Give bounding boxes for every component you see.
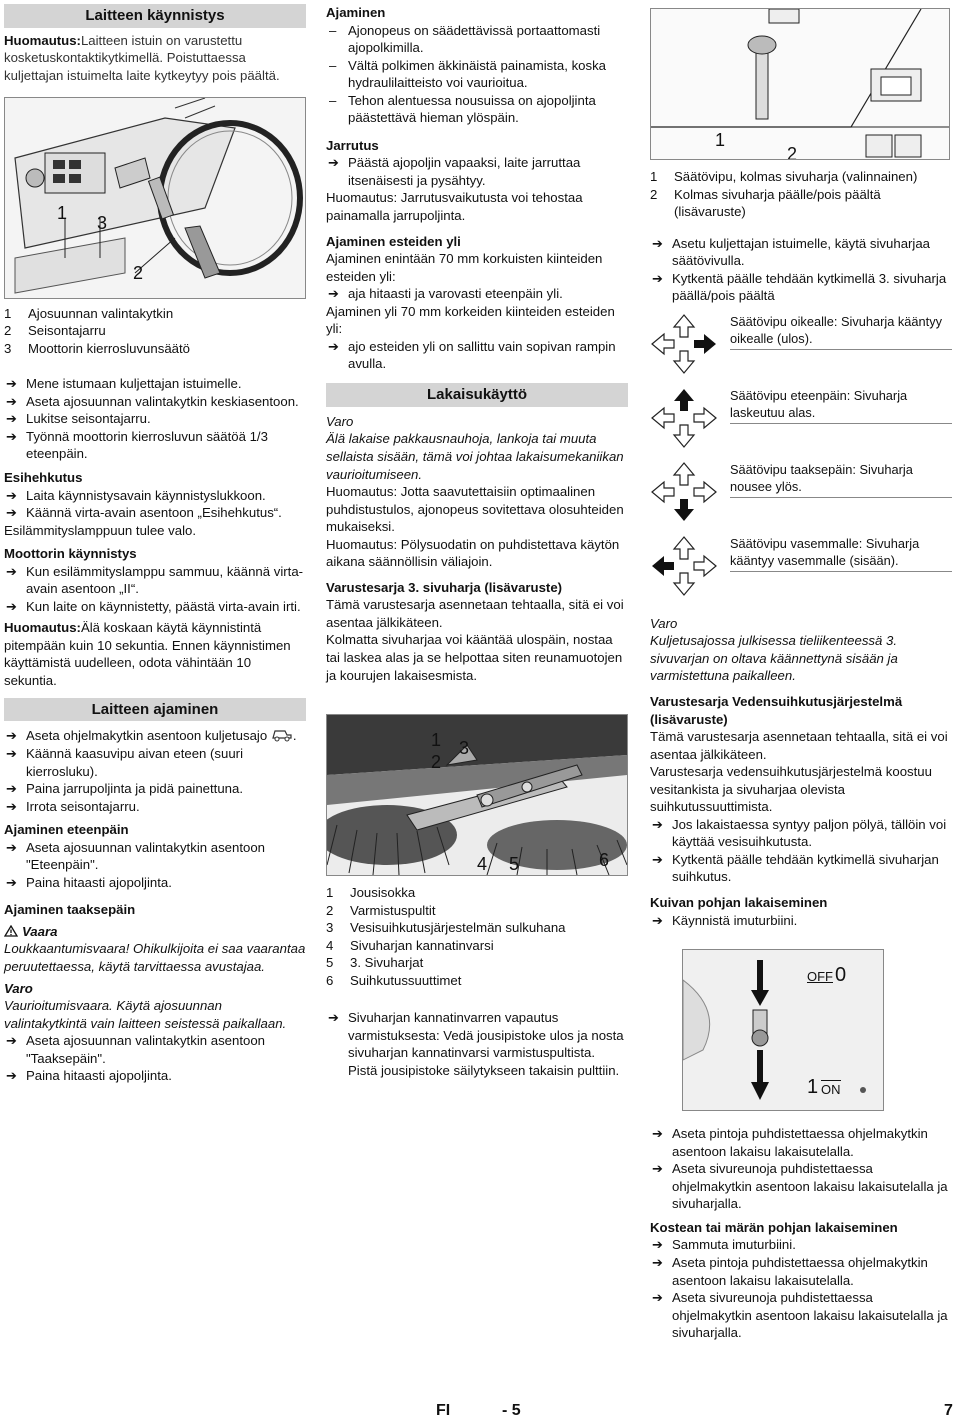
obstacles-text-1: Ajaminen enintään 70 mm korkuisten kiinteiden esteiden yli: — [326, 251, 603, 284]
release-text: Pistä jousipistoke säilytykseen takaisin pulttiin. — [348, 1063, 620, 1078]
step-item: ➔ Aseta pintoja puhdistettaessa ohjelmakytkin asentoon lakaisu lakaisutelalla. — [650, 1125, 952, 1160]
step-item: ➔ Lukitse seisontajarru. — [4, 410, 306, 428]
step-item: ➔ Käännä virta-avain asentoon „Esihehkutus“. — [4, 504, 306, 522]
dash-item: – Vältä polkimen äkkinäistä painamista, koska hydraulilaitteisto voi vaurioitua. — [326, 57, 628, 92]
lever-up-icon — [650, 387, 718, 449]
figure-callout-3: 3 — [459, 738, 470, 759]
step-item: ➔ Käännä kaasuvipu aivan eteen (suuri kierrosluku). — [4, 745, 306, 780]
lever-row-text: Säätövipu taaksepäin: Sivuharja nousee ylös. — [730, 461, 952, 499]
figure-legend-2 — [326, 884, 628, 989]
step-item: ➔ Paina hitaasti ajopoljinta. — [4, 1067, 306, 1085]
step-item: ➔ ajo esteiden yli on sallittu vain sopivan rampin avulla. — [326, 338, 628, 373]
step-item: ➔ Kun laite on käynnistetty, päästä virta-avain irti. — [4, 598, 306, 616]
heading-reverse: Ajaminen taaksepäin — [4, 902, 136, 918]
step-item: ➔ Mene istumaan kuljettajan istuimelle. — [4, 375, 306, 393]
side-brush-steps — [650, 235, 952, 305]
figure-callout-2: 2 — [133, 262, 144, 283]
warning-caution-text: Vaurioitumisvaara. Käytä ajosuunnan valintakytkintä vain laitteen seistessä paikallaan. — [4, 998, 287, 1031]
dash-item: – Tehon alentuessa nousuissa on ajopoljinta päästettävä hieman ylöspäin. — [326, 92, 628, 127]
step-item: ➔ Aseta pintoja puhdistettaessa ohjelmakytkin asentoon lakaisu lakaisutelalla. — [650, 1254, 952, 1289]
warning-caution-heading: Varo — [326, 413, 354, 429]
obstacles-text-2: Ajaminen yli 70 mm korkeiden kiinteiden esteiden yli: — [326, 303, 615, 337]
water-spray-text-1: Tämä varustesarja asennetaan tehtaalla, sitä ei voi asentaa jälkikäteen. — [650, 729, 948, 762]
side-brush-illustration — [327, 715, 627, 875]
lever-left-icon — [650, 535, 718, 597]
note-filter: Huomautus: Pölysuodatin on puhdistettava käytön aikana säännöllisin väliajoin. — [326, 536, 620, 570]
step-item: ➔ Kun esilämmityslamppu sammuu, käännä virta-avain asentoon „II“. — [4, 563, 306, 598]
lever-row-text: Säätövipu eteenpäin: Sivuharja laskeutuu alas. — [730, 387, 952, 425]
lever-row-text: Säätövipu oikealle: Sivuharja kääntyy oikealle (ulos). — [730, 313, 952, 351]
figure-callout-2: 2 — [431, 752, 442, 773]
step-item: ➔ Kytkentä päälle tehdään kytkimellä sivuharjan suihkutus. — [650, 851, 952, 886]
figure-callout-3: 3 — [97, 212, 108, 233]
heading-forward: Ajaminen eteenpäin — [4, 822, 129, 838]
figure-dashboard — [4, 97, 306, 299]
step-item: ➔ Aseta ajosuunnan valintakytkin asentoon "Eteenpäin". — [4, 839, 306, 874]
heading-side-brush-kit: Varustesarja 3. sivuharja (lisävaruste) — [326, 579, 563, 595]
footer-page-number: 7 — [944, 1402, 953, 1419]
figure-turbine-switch — [682, 949, 884, 1111]
preheat-text: Esilämmityslamppuun tulee valo. — [4, 522, 197, 538]
step-item: ➔ Paina hitaasti ajopoljinta. — [4, 874, 306, 892]
dash-item: – Ajonopeus on säädettävissä portaattomasti ajopolkimilla. — [326, 22, 628, 57]
note-seat: Huomautus:Laitteen istuin on varustettu kosketuskontaktikytkimellä. Poistuttaessa kuljettajan istuimelta laite kytkeytyy pois päältä. — [4, 32, 280, 84]
figure-legend-3 — [650, 168, 952, 221]
transport-mode-icon — [271, 728, 293, 742]
legend-item: 2 Kolmas sivuharja päälle/pois päältä (lisävaruste) — [650, 186, 881, 220]
legend-item: 4 Sivuharjan kannatinvarsi — [326, 937, 494, 953]
legend-item: 2 Varmistuspultit — [326, 902, 436, 918]
dashboard-illustration — [5, 98, 305, 298]
step-item: ➔ Aseta sivureunoja puhdistettaessa ohjelmakytkin asentoon lakaisu lakaisutelalla ja sivuharjalla. — [650, 1289, 952, 1342]
warning-danger-text: Loukkaantumisvaara! Ohikulkijoita ei saa vaarantaa peruutettaessa, käytä tarvittaessa avustajaa. — [4, 941, 306, 975]
heading-wet-floor: Kostean tai märän pohjan lakaiseminen — [650, 1219, 898, 1235]
step-item: ➔ Aseta sivureunoja puhdistettaessa ohjelmakytkin asentoon lakaisu lakaisutelalla ja sivuharjalla. — [650, 1160, 952, 1213]
figure-lever — [650, 8, 950, 160]
heading-preheat: Esihehkutus — [4, 469, 83, 485]
warning-caution-heading: Varo — [4, 980, 33, 996]
heading-braking: Jarrutus — [326, 137, 379, 153]
side-brush-kit-text-1: Tämä varustesarja asennetaan tehtaalla, sitä ei voi asentaa jälkikäteen. — [326, 597, 624, 630]
figure-callout-2: 2 — [787, 144, 798, 160]
note-braking: Huomautus: Jarrutusvaikutusta voi tehostaa painamalla jarrupoljinta. — [326, 190, 583, 224]
step-item: ➔ Päästä ajopoljin vapaaksi, laite jarruttaa itsenäisesti ja pysähtyy. — [326, 154, 628, 189]
column-2 — [326, 4, 628, 1080]
step-item: ➔ Työnnä moottorin kierrosluvun säätöä 1/3 eteenpäin. — [4, 428, 306, 463]
switch-zero-label: 0 — [835, 964, 847, 987]
section-title-driving: Laitteen ajaminen — [4, 698, 306, 722]
legend-item: 2 Seisontajarru — [4, 323, 106, 339]
footer-section-page: - 5 — [502, 1402, 521, 1419]
footer-language: FI — [436, 1402, 451, 1419]
figure-callout-1: 1 — [431, 730, 442, 751]
step-item: ➔ Käynnistä imuturbiini. — [650, 912, 952, 930]
switch-off-label: OFF — [807, 969, 833, 985]
figure-callout-4: 4 — [477, 854, 488, 875]
legend-item: 1 Ajosuunnan valintakytkin — [4, 305, 174, 321]
legend-item: 5 3. Sivuharjat — [326, 955, 424, 971]
switch-on-label: ON — [821, 1082, 841, 1098]
figure-legend-1 — [4, 305, 306, 358]
start-steps — [4, 375, 306, 463]
heading-water-spray-kit: Varustesarja Vedensuihkutusjärjestelmä (lisävaruste) — [650, 694, 903, 727]
lever-illustration — [651, 9, 949, 159]
turbine-switch-illustration — [683, 950, 883, 1110]
note-starter: Huomautus:Älä koskaan käytä käynnistintä pitempään kuin 10 sekuntia. Ennen käynnistimen käyttämistä uudelleen, odota vähintään 10 sekuntia. — [4, 620, 291, 688]
figure-side-brush — [326, 714, 628, 876]
legend-item: 1 Säätövipu, kolmas sivuharja (valinnainen) — [650, 169, 918, 184]
step-item: ➔ Aseta ohjelmakytkin asentoon kuljetusajo . — [4, 727, 306, 745]
warning-triangle-icon — [4, 925, 18, 937]
step-item: ➔ aja hitaasti ja varovasti eteenpäin yli. — [326, 285, 628, 303]
section-title-start: Laitteen käynnistys — [4, 4, 306, 28]
switch-one-label: 1 — [807, 1076, 819, 1099]
step-item: ➔ Kytkentä päälle tehdään kytkimellä 3. sivuharja päällä/pois päältä — [650, 270, 952, 305]
warning-caution-text: Älä lakaise pakkausnauhoja, lankoja tai muuta sellaista sisään, tämä voi johtaa lakaisumekaniikan vaurioitumiseen. — [326, 431, 624, 482]
section-title-sweeping: Lakaisukäyttö — [326, 383, 628, 407]
legend-item: 3 Vesisuihkutusjärjestelmän sulkuhana — [326, 920, 566, 936]
warning-caution-text: Kuljetusajossa julkisessa tieliikenteessä 3. sivuvarjan on oltava käännettynä sisään ja varmistettuna paikalleen. — [650, 633, 898, 684]
step-item: ➔ Aseta ajosuunnan valintakytkin keskiasentoon. — [4, 393, 306, 411]
side-brush-kit-text-2: Kolmatta sivuharjaa voi kääntää ulospäin, nostaa tai laskea alas ja se helpottaa siten reunamuotojen ja kourujen lakaisesmista. — [326, 632, 623, 683]
step-item: ➔ Laita käynnistysavain käynnistyslukkoon. — [4, 487, 306, 505]
figure-callout-1: 1 — [715, 130, 726, 150]
column-3 — [650, 4, 952, 1342]
lever-row-right — [650, 313, 952, 379]
water-spray-text-2: Varustesarja vedensuihkutusjärjestelmä koostuu vesitankista ja sivuharjaa olevista suihkutussuuttimista. — [650, 764, 932, 815]
lever-row-text: Säätövipu vasemmalle: Sivuharja kääntyy vasemmalle (sisään). — [730, 535, 952, 573]
lever-down-icon — [650, 461, 718, 523]
warning-danger: Vaara — [4, 923, 306, 941]
figure-callout-1: 1 — [57, 202, 68, 223]
legend-item: 3 Moottorin kierrosluvunsäätö — [4, 340, 190, 356]
step-item: ➔ Sivuharjan kannatinvarren vapautus varmistuksesta: Vedä jousipistoke ulos ja nosta sivuharjan kannatinvarsi varmistuspultista. — [326, 1009, 628, 1062]
step-item: ➔ Asetu kuljettajan istuimelle, käytä sivuharjaa säätövivulla. — [650, 235, 952, 270]
step-item: ➔ Irrota seisontajarru. — [4, 798, 306, 816]
warning-caution-heading: Varo — [650, 615, 678, 631]
step-item: ➔ Sammuta imuturbiini. — [650, 1236, 952, 1254]
heading-obstacles: Ajaminen esteiden yli — [326, 233, 461, 249]
note-speed: Huomautus: Jotta saavutettaisiin optimaalinen puhdistustulos, ajonopeus sovitettava olosuhteiden mukaiseksi. — [326, 484, 624, 535]
legend-item: 6 Suihkutussuuttimet — [326, 972, 462, 988]
step-item: ➔ Paina jarrupoljinta ja pidä painettuna. — [4, 780, 306, 798]
step-item: ➔ Aseta ajosuunnan valintakytkin asentoon "Taaksepäin". — [4, 1032, 306, 1067]
figure-callout-5: 5 — [509, 854, 520, 875]
lever-row-down — [650, 461, 952, 527]
lever-row-up — [650, 387, 952, 453]
heading-driving: Ajaminen — [326, 5, 386, 20]
step-item: ➔ Jos lakaistaessa syntyy paljon pölyä, tällöin voi käyttää vesisuihkutusta. — [650, 816, 952, 851]
heading-dry-floor: Kuivan pohjan lakaiseminen — [650, 895, 828, 911]
lever-row-left — [650, 535, 952, 601]
lever-right-icon — [650, 313, 718, 375]
legend-item: 1 Jousisokka — [326, 885, 416, 901]
lever-directions — [650, 313, 952, 601]
figure-callout-6: 6 — [599, 850, 610, 871]
column-1 — [4, 4, 306, 1085]
heading-engine-start: Moottorin käynnistys — [4, 546, 137, 562]
